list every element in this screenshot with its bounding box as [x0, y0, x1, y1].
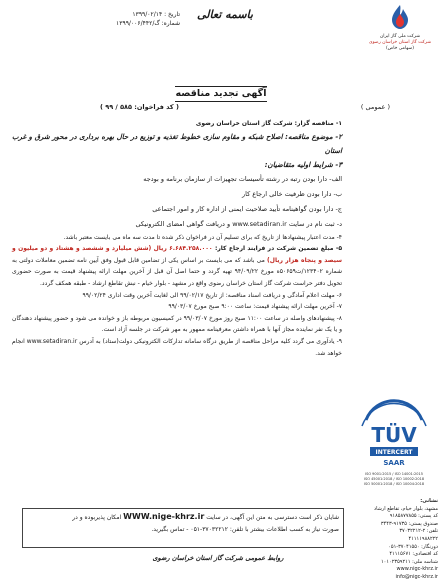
company-name-1: شرکت ملی گاز ایران	[380, 34, 420, 39]
condition-d: د- ثبت نام در سایت www.setadiran.ir و دریافت گواهی امضای الکترونیکی	[135, 219, 342, 228]
po-box: صندوق پستی: ۹۱۷۳۵-۳۴۴۳	[380, 520, 438, 527]
bismillah: باسمه تعالی	[197, 8, 253, 21]
call-number: ( کد فراخوان: ۵۸۵ / ۹۹ )	[100, 103, 179, 111]
section-1: ۱- مناقصه گزار: شرکت گاز استان خراسان رضوی	[195, 120, 342, 127]
tuv-logo-icon	[352, 398, 436, 468]
paragraph-5-rest: می باشد که می بایست بر اساس یکی از تضامین قابل قبول وفق آیین نامه تضمین معاملات دولتی به شماره ۱۲۳۴۰۲/ت۵۰۶۵۹ه مورخ ۹۴/۰۹/۲۲ تهیه گردد و حتما اصل آن قبل از آخرین مهلت ارائه پیشنهاد قیمت به صورت حضوری تحویل دفتر حراست شرکت گاز استان خراسان رضوی واقع در مشهد - بلوار خیام - نبش تقاطع ارشاد - طبقه همکف گردد.	[12, 256, 343, 287]
number-line: شماره: گ/۱۳۹۹/۰۰۶/۴۴۲	[116, 20, 180, 27]
guarantee-amount: ۶.۶۸۴.۲۵۸.۰۰۰ ریال (شش میلیارد و ششصد و هشتاد و دو میلیون و سیصد و پنجاه هزار ریال)	[12, 245, 343, 264]
contact-box	[22, 508, 344, 548]
tuv-sub: INTERCERT	[375, 449, 413, 456]
section-2: ۲- موضوع مناقصه: اصلاح شبکه و مقاوم سازی خطوط تغذیه و توزیع در حال بهره برداری در محور شرق و غرب استان	[12, 132, 342, 155]
national-id: شناسه ملی: ۱۰۱۰۲۳۵۹۲۱۱	[380, 558, 438, 565]
economic-code: کد اقتصادی: ۴۱۱۱۵۶۷۱	[389, 551, 438, 558]
address-line: مشهد، بلوار خیام، تقاطع ارشاد	[373, 505, 438, 512]
contact-text-a: شایان ذکر است دسترسی به متن این آگهی، در سایت	[204, 514, 339, 521]
company-name-2: شرکت گاز استان خراسان رضوی	[368, 40, 432, 45]
paragraph-6: ۶- مهلت اعلام آمادگی و دریافت اسناد مناقصه: از تاریخ ۹۹/۰۲/۱۷ الی لغایت آخرین وقت اداری ۹۹/۰۲/۲۴	[82, 291, 342, 299]
company-logo	[365, 4, 435, 66]
gas-flame-icon	[389, 4, 411, 30]
company-name-3: (سهامی خاص)	[386, 46, 414, 51]
condition-a: الف- دارا بودن رتبه در رشته تأسیسات تجهیزات از سازمان برنامه و بودجه	[143, 174, 342, 183]
paragraph-5	[12, 243, 342, 289]
standard-2: ISO 45001:2018 / ISO 10002:2018	[363, 477, 425, 481]
tuv-certification	[352, 398, 436, 494]
paragraph-5-lead: ۵- مبلغ تضمین شرکت در فرایند ارجاع کار:	[212, 245, 343, 253]
paragraph-9: ۹- یادآوری می گردد کلیه مراحل مناقصه از طریق درگاه سامانه تدارکات الکترونیکی دولت(ستاد) به آدرس www.setadiran.ir انجام خواهد شد.	[12, 337, 342, 357]
subtitle-row	[100, 102, 390, 112]
condition-b: ب- دارا بودن ظرفیت خالی ارجاع کار	[242, 189, 342, 198]
fax: دورنگار: ۳۷۰۴۱۵۵۰-۰۵۱	[388, 543, 438, 550]
condition-c: ج- دارا بودن گواهینامه تأیید صلاحیت ایمنی از اداره کار و امور اجتماعی	[152, 204, 342, 213]
address-label: نشانی:	[420, 498, 438, 504]
tuv-brand: TÜV	[371, 423, 417, 447]
contact-line-2: صورت نیاز به کسب اطلاعات بیشتر با تلفن: ۳۷۰۳۲۲۱۲-۰۵۱ - تماس بگیرید.	[151, 526, 339, 533]
tender-type: ( عمومی )	[360, 103, 390, 111]
paragraph-7: ۷- آخرین مهلت ارائه پیشنهاد قیمت: ساعت ۹:۰۰ صبح مورخ ۹۹/۰۳/۰۷	[168, 303, 342, 311]
website[interactable]: www.nigc-khrz.ir	[396, 566, 438, 573]
address-block	[352, 498, 438, 582]
website-link[interactable]: WWW.nige-khrz.ir	[123, 512, 205, 521]
notice-title: آگهی تجدید مناقصه	[175, 86, 267, 102]
public-relations-footer: روابط عمومی شرکت گاز استان خراسان رضوی	[152, 554, 284, 562]
date-number-block	[70, 10, 180, 28]
phone-2: ۴۱۱۱۱۹۸۸۲۲۲	[408, 535, 438, 542]
contact-text-b: امکان پذیربوده و در	[72, 514, 124, 521]
standard-1: ISO 9001:2015 / ISO 14001:2015	[365, 472, 423, 476]
standard-3: ISO 50001:2018 / ISO 10004:2018	[363, 482, 425, 486]
email[interactable]: info@nigc-khrz.ir	[395, 573, 438, 580]
section-3: ۳- شرایط اولیه متقاضیان:	[264, 160, 342, 169]
notice-body	[12, 118, 342, 508]
date-line: تاریخ : ۱۳۹۹/۰۲/۱۴	[132, 11, 180, 18]
phone: تلفن: ۲-۳۷۰۳۲۲۱۲	[399, 528, 438, 535]
paragraph-8: ۸- پیشنهادهای واصله در ساعت ۱۱:۰۰ صبح روز مورخ ۹۹/۰۳/۰۷ در کمیسیون مربوطه باز و خوانده می شود و حضور پیشنهاد دهندگان و یا یک نفر نماینده مجاز آنها با همراه داشتن معرفینامه ممهور به مهر شرکت در جلسه آزاد است.	[12, 314, 342, 334]
tuv-sub2: SAAR	[383, 459, 405, 467]
postal-code: کد پستی: ۹۱۸۵۸۷۷۸۵۵	[389, 513, 438, 520]
contact-line-1	[27, 511, 339, 524]
paragraph-4: ۴- مدت اعتبار پیشنهادها از تاریخ که برای تسلیم آن در فراخوان ذکر شده تا مدت سه ماه می بایست معتبر باشد.	[63, 233, 342, 241]
